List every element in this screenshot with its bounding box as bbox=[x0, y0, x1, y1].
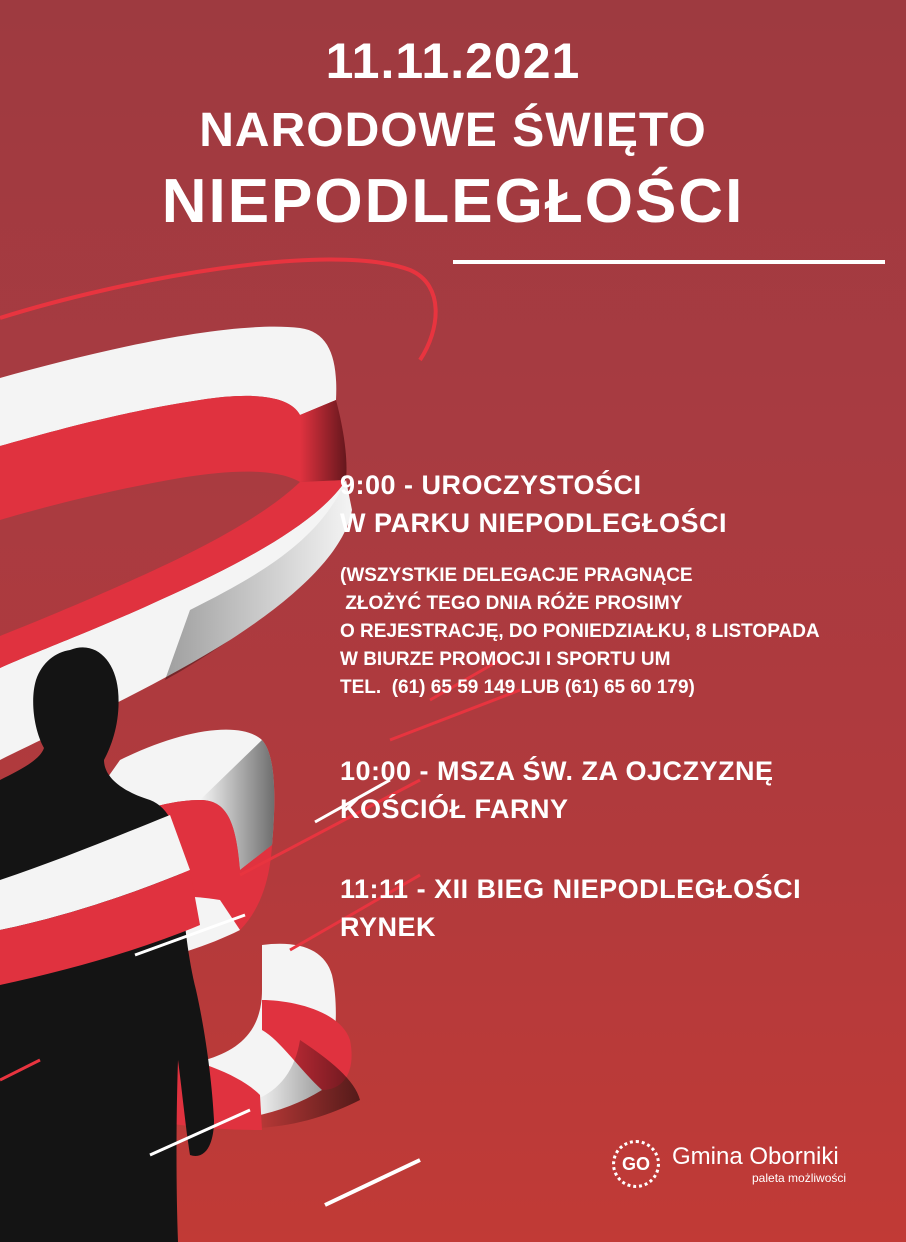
note-line: TEL. (61) 65 59 149 LUB (61) 65 60 179) bbox=[340, 677, 695, 698]
logo-tagline: paleta możliwości bbox=[752, 1171, 847, 1185]
event-ceremony-note bbox=[340, 562, 820, 702]
event-date: 11.11.2021 bbox=[325, 33, 581, 89]
note-line: ZŁOŻYĆ TEGO DNIA RÓŻE PROSIMY bbox=[340, 593, 683, 614]
event-location: RYNEK bbox=[340, 912, 437, 942]
accent-line bbox=[325, 1160, 420, 1205]
event-mass bbox=[340, 752, 774, 828]
event-time-title: 9:00 - UROCZYSTOŚCI bbox=[340, 470, 642, 500]
note-line: W BIURZE PROMOCJI I SPORTU UM bbox=[340, 649, 671, 670]
note-line: O REJESTRACJĘ, DO PONIEDZIAŁKU, 8 LISTOPADA bbox=[340, 621, 820, 642]
event-time-title: 10:00 - MSZA ŚW. ZA OJCZYZNĘ bbox=[340, 756, 774, 786]
event-run bbox=[340, 870, 801, 946]
event-location: KOŚCIÓŁ FARNY bbox=[340, 794, 569, 824]
note-line: (WSZYSTKIE DELEGACJE PRAGNĄCE bbox=[340, 565, 693, 586]
title-line-2: NIEPODLEGŁOŚCI bbox=[161, 167, 745, 236]
event-ceremony bbox=[340, 466, 727, 542]
gmina-oborniki-logo bbox=[612, 1135, 872, 1195]
title-divider bbox=[453, 260, 885, 264]
title-line-1: NARODOWE ŚWIĘTO bbox=[199, 104, 707, 157]
go-logo-icon: GO bbox=[612, 1140, 660, 1188]
logo-name: Gmina Oborniki bbox=[672, 1143, 839, 1170]
event-location: W PARKU NIEPODLEGŁOŚCI bbox=[340, 508, 728, 538]
event-time-title: 11:11 - XII BIEG NIEPODLEGŁOŚCI bbox=[340, 874, 802, 904]
